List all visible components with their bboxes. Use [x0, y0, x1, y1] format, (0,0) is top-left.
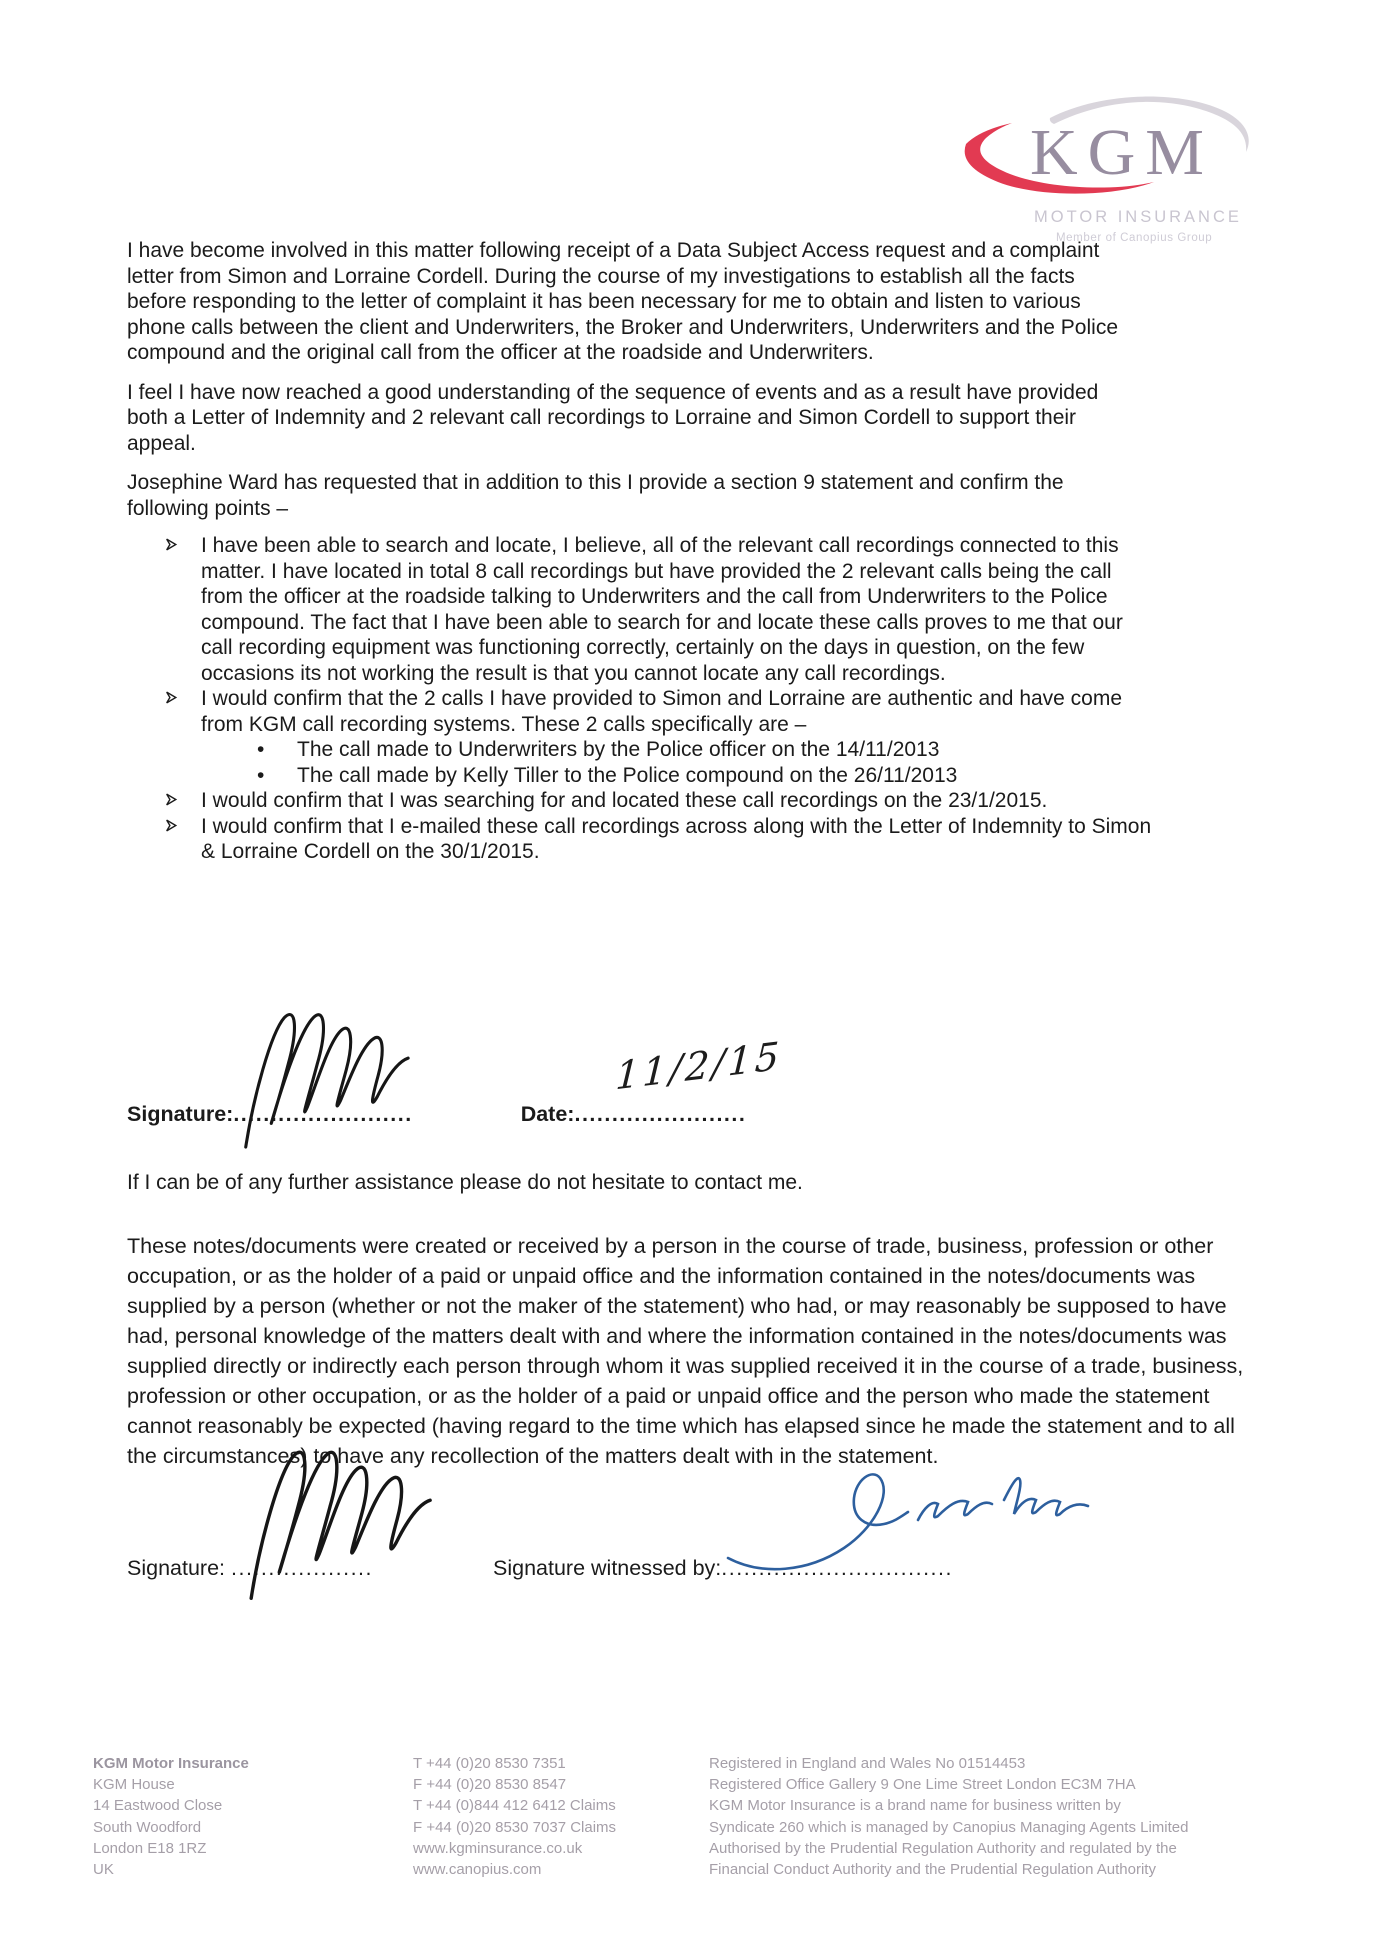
bullet-text: I have been able to search and locate, I believe, all of the relevant call recordings connected to this matter. I have located in total 8 call recordings but have provided the 2 relevant calls being the call from the officer at the roadside talking to Underwriters and the call from Underwriters to the Police compound. The fact that I have been able to search for and locate these calls proves to me that our call recording equipment was functioning correctly, certainly on the days in question, on the few occasions its not working the result is that you cannot locate any call recordings. — [201, 534, 1123, 685]
footer-registration-line: Syndicate 260 which is managed by Canopius Managing Agents Limited — [709, 1818, 1189, 1836]
signature-date-labels — [127, 1102, 1257, 1127]
footer-fax-line: F +44 (0)20 8530 8547 — [413, 1776, 567, 1794]
footer-website-line: www.kgminsurance.co.uk — [413, 1839, 583, 1857]
paragraph-request: Josephine Ward has requested that in addition to this I provide a section 9 statement and confirm the following points – — [127, 471, 1064, 520]
footer-address-line: UK — [93, 1861, 114, 1879]
arrow-bullet-icon — [165, 814, 201, 865]
logo-member-line: Member of Canopius Group — [1056, 232, 1213, 244]
list-item — [165, 814, 1257, 865]
footer-address-line: London E18 1RZ — [93, 1839, 207, 1857]
witness-dotted-line: ............................... — [721, 1556, 953, 1580]
footer-website-line: www.canopius.com — [413, 1861, 542, 1879]
paragraph-introduction: I have become involved in this matter following receipt of a Data Subject Access request and a complaint letter from Simon and Lorraine Cordell. During the course of my investigations to establish all the facts before responding to the letter of complaint it has been necessary for me to obtain and listen to various phone calls between the client and Underwriters, the Broker and Underwriters, Underwriters and the Police compound and the original call from the officer at the roadside and Underwriters. — [127, 239, 1118, 364]
list-item — [257, 737, 1257, 763]
footer-fax-line: F +44 (0)20 8530 7037 Claims — [413, 1818, 617, 1836]
paragraph-legal-declaration: These notes/documents were created or received by a person in the course of trade, business, profession or other occupation, or as the holder of a paid or unpaid office and the information contained in the notes/documents was supplied by a person (whether or not the maker of the statement) who had, or may reasonably be supposed to have had, personal knowledge of the matters dealt with and where the information contained in the notes/documents was supplied directly or indirectly each person through whom it was supplied received it in the course of a trade, business, profession or other occupation, or as the holder of a paid or unpaid office and the person who made the statement cannot reasonably be expected (having regard to the time which has elapsed since he made the statement and to all the circumstances) to have any recollection of the matters dealt with in the statement. — [127, 1234, 1244, 1468]
dot-bullet-icon: • — [257, 738, 265, 761]
signature-dotted-line: ................... — [231, 1556, 373, 1580]
footer-registration-line: KGM Motor Insurance is a brand name for business written by — [709, 1797, 1121, 1815]
bullet-text: The call made to Underwriters by the Police officer on the 14/11/2013 — [297, 738, 940, 761]
signature-witness-block — [127, 1556, 1257, 1588]
bullet-text: I would confirm that I was searching for and located these call recordings on the 23/1/2015. — [201, 789, 1048, 812]
signature-label: Signature: — [127, 1556, 226, 1580]
footer-registration-line: Authorised by the Prudential Regulation Authority and regulated by the — [709, 1839, 1177, 1857]
handwritten-signature — [222, 1004, 457, 1149]
footer-registration-line: Registered in England and Wales No 01514453 — [709, 1755, 1026, 1772]
footer-phone-line: T +44 (0)20 8530 7351 — [413, 1755, 566, 1772]
bullet-list — [165, 533, 1257, 865]
footer-address-column — [93, 1753, 413, 1880]
signature-date-block — [127, 1032, 1257, 1132]
kgm-logo — [950, 86, 1295, 244]
logo-subtitle: MOTOR INSURANCE — [1034, 208, 1242, 226]
signature-witness-labels — [127, 1556, 1257, 1581]
list-item — [165, 533, 1257, 686]
bullet-text: I would confirm that the 2 calls I have provided to Simon and Lorraine are authentic and have come from KGM call recording systems. These 2 calls specifically are – — [201, 687, 1123, 736]
arrow-bullet-icon — [165, 788, 201, 814]
list-item — [165, 788, 1257, 814]
bullet-text: The call made by Kelly Tiller to the Police compound on the 26/11/2013 — [297, 763, 958, 787]
dot-bullet-icon: • — [257, 763, 265, 787]
footer-company-name: KGM Motor Insurance — [93, 1755, 249, 1772]
handwritten-date: 11/2/15 — [614, 1032, 784, 1099]
date-label: Date: — [520, 1101, 575, 1126]
signature-label: Signature: — [127, 1101, 234, 1126]
paragraph-understanding: I feel I have now reached a good understanding of the sequence of events and as a result have provided both a Letter of Indemnity and 2 relevant call recordings to Lorraine and Simon Cordell to support their appeal. — [127, 380, 1099, 455]
bullet-text: I would confirm that I e-mailed these call recordings across along with the Letter of Indemnity to Simon & Lorraine Cordell on the 30/1/2015. — [201, 814, 1152, 863]
footer-phone-line: T +44 (0)844 412 6412 Claims — [413, 1797, 616, 1815]
paragraph-assistance: If I can be of any further assistance please do not hesitate to contact me. — [127, 1170, 803, 1194]
logo-brand-text: KGM — [1029, 116, 1215, 189]
letterhead-footer — [93, 1753, 1329, 1880]
letter-body — [127, 238, 1257, 1588]
arrow-bullet-icon — [165, 533, 201, 686]
footer-registration-line: Registered Office Gallery 9 One Lime Street London EC3M 7HA — [709, 1776, 1136, 1794]
arrow-bullet-icon — [165, 686, 201, 737]
footer-registration-line: Financial Conduct Authority and the Prudential Regulation Authority — [709, 1861, 1156, 1879]
footer-contact-column — [413, 1753, 709, 1880]
list-item — [257, 763, 1257, 789]
footer-address-line: KGM House — [93, 1776, 175, 1794]
footer-registration-column — [709, 1753, 1329, 1880]
signature-dotted-line: ........................ — [233, 1101, 413, 1126]
date-dotted-line: ....................... — [574, 1101, 747, 1126]
footer-address-line: South Woodford — [93, 1818, 202, 1836]
kgm-swoosh-icon — [950, 86, 1295, 206]
footer-address-line: 14 Eastwood Close — [93, 1797, 223, 1815]
list-item — [165, 686, 1257, 737]
witness-label: Signature witnessed by: — [493, 1556, 722, 1580]
